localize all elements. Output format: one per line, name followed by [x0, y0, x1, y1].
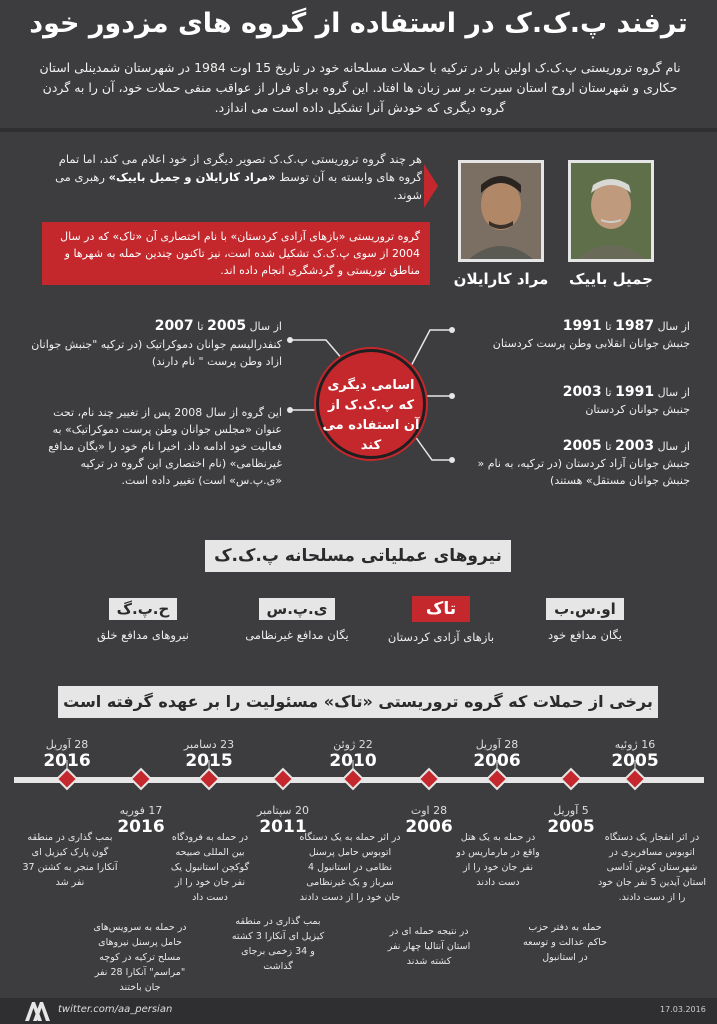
alias-year-to: 2007 [154, 318, 194, 334]
pointer-arrow-icon [424, 164, 438, 208]
alias-year-from: 1991 [615, 384, 655, 400]
date-year: 2011 [259, 817, 307, 837]
person-portrait-icon [571, 163, 651, 259]
aa-logo-icon [24, 1000, 50, 1022]
twitter-link[interactable]: twitter.com/aa_persian [58, 1004, 173, 1015]
alias-sep: تا [197, 320, 204, 333]
timeline-title: برخی از حملات که گروه تروریستی «تاک» مسئولیت را بر عهده گرفته است [58, 686, 658, 718]
alias-right-1 [460, 318, 690, 352]
aliases-center-circle: اسامی دیگری که پ.ک.ک از آن استفاده می کند [316, 349, 426, 459]
force-item-yps [232, 598, 362, 642]
alias-left-1-text: کنفدرالیسم جوانان دموکراتیک (در ترکیه "جنبش جوانان ازاد وطن پرست " نام دارند) [31, 338, 282, 368]
timeline-top-date [600, 738, 670, 771]
event-text: در حمله به یک هتل واقع در مارماریس دو نفر جان خود را از دست دادند [456, 832, 540, 888]
alias-right-3-text: جنبش جوانان آزاد کردستان (در ترکیه، به نام « جنبش جوانان مستقل» هستند) [477, 457, 690, 487]
alias-year-from: 2005 [207, 318, 247, 334]
date-year: 2016 [43, 751, 91, 771]
alias-year-to: 2003 [562, 384, 602, 400]
forces-title: نیروهای عملیاتی مسلحانه پ.ک.ک [205, 540, 511, 572]
date-year: 2005 [611, 751, 659, 771]
alias-prefix: از سال [657, 440, 690, 453]
person-portrait-icon [461, 163, 541, 259]
alias-year-from: 2003 [615, 438, 655, 454]
event-text: بمب گذاری در منطقه گون پارک کیزیل ای آنکارا منجر به کشتن 37 نفر شد [22, 832, 118, 888]
event-text: در نتیجه حمله ای در استان آنتالیا چهار نفر کشته شدند [387, 926, 471, 967]
force-abbr: ی.پ.س [259, 598, 336, 620]
alias-year-to: 1991 [562, 318, 602, 334]
force-desc: نیروهای مدافع خلق [97, 628, 189, 642]
page-title: ترفند پ.ک.ک در استفاده از گروه های مزدور خود [29, 8, 688, 39]
force-abbr: تاک [412, 596, 470, 622]
alias-right-1-text: جنبش جوانان انقلابی وطن پرست کردستان [492, 337, 690, 350]
force-desc: بازهای آزادی کردستان [387, 630, 495, 644]
alias-prefix: از سال [249, 320, 282, 333]
publish-date: 17.03.2016 [660, 1005, 706, 1014]
leaders-names: «مراد کارایلان و جمیل باییک» [108, 170, 276, 184]
timeline-top-date [462, 738, 532, 771]
alias-left-2-text: این گروه از سال 2008 پس از تغییر چند نام، تحت عنوان «مجلس جوانان وطن پرست دموکراتیک» به فعالیت خود ادامه داد. اخیرا نام خود را «یگان مدافع غیرنظامی» (نام اختصاری این گروه در ترکیه «ی.پ.س» است) تغییر داده است. [48, 406, 282, 487]
date-day: 28 آوریل [475, 738, 519, 751]
date-day: 28 آوریل [45, 738, 89, 751]
alias-sep: تا [605, 386, 612, 399]
timeline-top-date [318, 738, 388, 771]
alias-right-2 [460, 384, 690, 418]
tak-note: گروه تروریستی «بازهای آزادی کردستان» با نام اختصاری آن «تاک» که در سال 2004 از سوی پ.ک.ک تشکیل شده است، نیز تاکنون چندین حمله به شهرها و مناطق توریستی و گردشگری انجام داده اند. [42, 222, 430, 285]
date-day: 28 اوت [410, 804, 448, 817]
intro-text: نام گروه تروریستی پ.ک.ک اولین بار در ترکیه با حملات مسلحانه خود در تاریخ 15 اوت 1984 در شهرستان شمدینلی استان حکاری و شهرستان اروح استان سیرت بر سر زبان ها افتاد. این گروه برای فرار از عواقب منفی حملات خود، آن را به گردن گروه دیگری که خودش آنرا تشکیل داده است می اندازد. [39, 60, 681, 115]
alias-prefix: از سال [657, 386, 690, 399]
force-desc: یگان مدافع غیرنظامی [245, 628, 349, 642]
date-year: 2006 [473, 751, 521, 771]
force-item-hpg [78, 598, 208, 642]
person1-photo [458, 160, 544, 262]
leaders-text-part1: هر چند گروه تروریستی پ.ک.ک تصویر دیگری از خود اعلام می کند، اما تمام گروه های وابسته به آن توسط [58, 152, 422, 184]
alias-sep: تا [605, 320, 612, 333]
date-day: 16 ژوئیه [614, 738, 656, 751]
date-year: 2005 [547, 817, 595, 837]
alias-left-1 [150, 318, 282, 335]
alias-right-2-text: جنبش جوانان کردستان [585, 403, 690, 416]
date-day: 5 آوریل [553, 804, 589, 817]
alias-year-to: 2005 [562, 438, 602, 454]
timeline-top-date [32, 738, 102, 771]
force-abbr: او.س.ب [546, 598, 624, 620]
date-day: 22 ژوئن [333, 738, 373, 751]
leaders-text-part2: رهبری می شوند. [55, 170, 422, 202]
event-text: در حمله به فرودگاه بین المللی صبیحه گوکچن استانبول یک نفر جان خود را از دست داد [170, 832, 250, 903]
person2-name: جمیل باییک [569, 270, 653, 288]
timeline-top-date [174, 738, 244, 771]
force-abbr: ح.پ.گ [109, 598, 178, 620]
alias-year-from: 1987 [615, 318, 655, 334]
event-text: بمب گذاری در منطقه کیزیل ای آنکارا 3 کشته و 34 زخمی برجای گذاشت [231, 916, 325, 972]
date-year: 2010 [329, 751, 377, 771]
leaders-text [42, 150, 422, 204]
person1-name: مراد کارایلان [453, 270, 549, 288]
event-text: در اثر انفجار یک دستگاه اتوبوس مسافربری در شهرستان کوش آداسی استان آیدین 5 نفر جان خود را از دست دادند. [597, 832, 707, 903]
force-item-osb [520, 598, 650, 642]
date-day: 23 دسامبر [183, 738, 235, 751]
alias-prefix: از سال [657, 320, 690, 333]
force-desc: یگان مدافع خود [548, 628, 622, 642]
alias-right-3 [460, 438, 690, 489]
date-day: 20 سپتامبر [257, 804, 309, 817]
date-day: 17 فوریه [119, 804, 163, 817]
event-text: در حمله به سرویس‌های حامل پرسنل نیروهای مسلح ترکیه در کوچه "مراسم" آنکارا 28 نفر جان باختند [93, 922, 187, 993]
date-year: 2016 [117, 817, 165, 837]
force-item-tak [376, 596, 506, 644]
event-text: حمله به دفتر حزب حاکم عدالت و توسعه در استانبول [523, 922, 607, 963]
alias-sep: تا [605, 440, 612, 453]
date-year: 2015 [185, 751, 233, 771]
event-text: در اثر حمله به یک دستگاه اتوبوس حامل پرسنل نظامی در استانبول 4 سرباز و یک غیرنظامی جان خود را از دست دادند [299, 832, 401, 903]
date-year: 2006 [405, 817, 453, 837]
header-divider [0, 128, 717, 132]
person2-photo [568, 160, 654, 262]
